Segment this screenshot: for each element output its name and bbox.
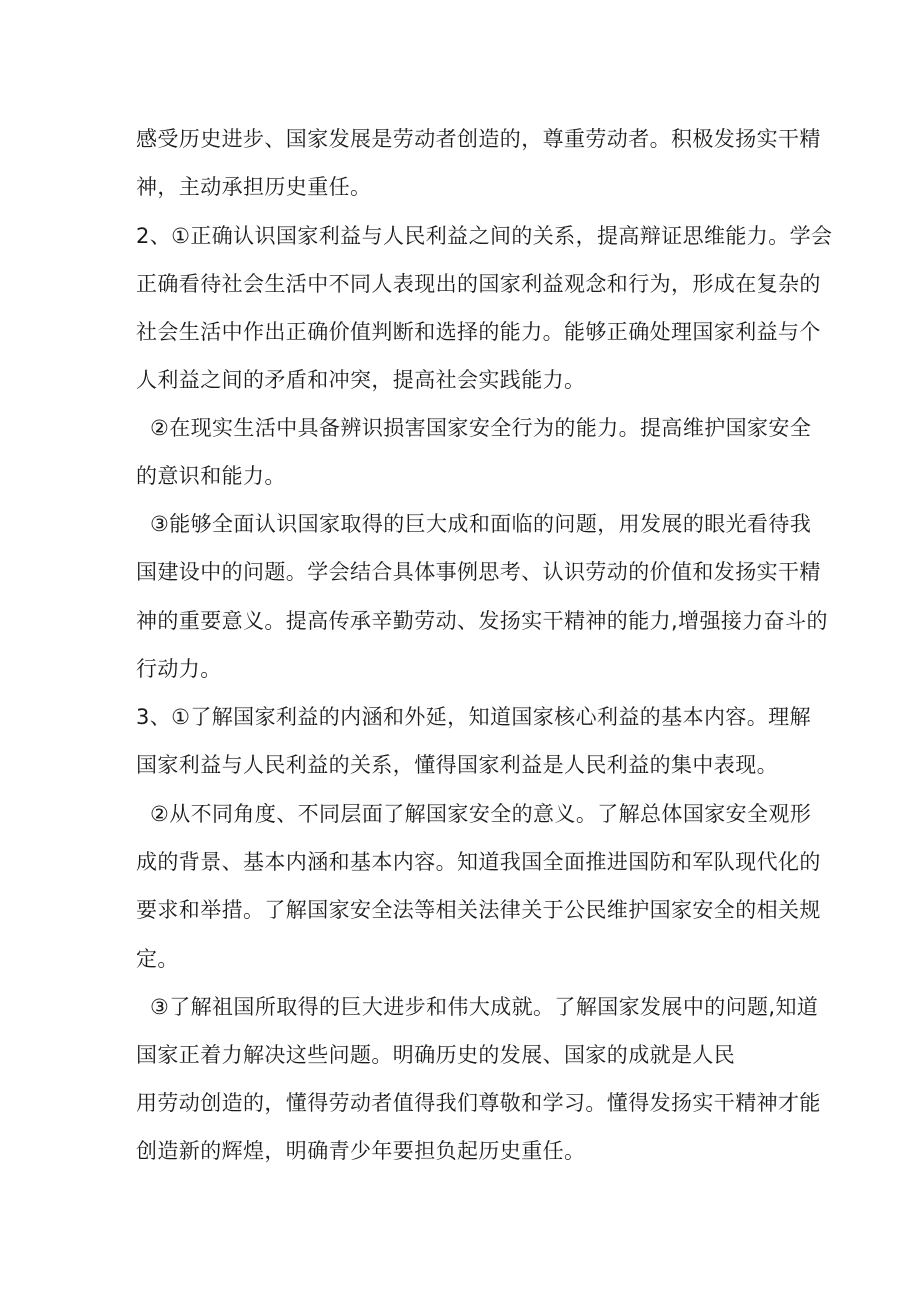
text-line: 3、①了解国家利益的内涵和外延，知道国家核心利益的基本内容。理解 (136, 705, 811, 729)
text-line: 国建设中的问题。学会结合具体事例思考、认识劳动的价值和发扬实干精 (136, 560, 821, 584)
text-line: 社会生活中作出正确价值判断和选择的能力。能够正确处理国家利益与个 (136, 320, 821, 344)
text-line: 行动力。 (136, 657, 222, 681)
text-line: 的意识和能力。 (136, 464, 286, 488)
text-line: 成的背景、基本内涵和基本内容。知道我国全面推进国防和军队现代化的 (136, 850, 821, 874)
text-line: 用劳动创造的，懂得劳动者值得我们尊敬和学习。懂得发扬实干精神才能 (136, 1091, 821, 1115)
text-line: ③能够全面认识国家取得的巨大成和面临的问题，用发展的眼光看待我 (150, 512, 812, 536)
text-line: 定。 (136, 947, 179, 971)
text-line: 正确看待社会生活中不同人表现出的国家利益观念和行为，形成在复杂的 (136, 272, 821, 296)
text-line: 2、①正确认识国家利益与人民利益之间的关系，提高辩证思维能力。学会 (136, 224, 833, 248)
text-line: ②在现实生活中具备辨识损害国家安全行为的能力。提高维护国家安全 (150, 416, 812, 440)
text-line: 人利益之间的矛盾和冲突，提高社会实践能力。 (136, 368, 586, 392)
text-line: 感受历史进步、国家发展是劳动者创造的，尊重劳动者。积极发扬实干精 (136, 127, 821, 151)
text-line: 神的重要意义。提高传承辛勤劳动、发扬实干精神的能力,增强接力奋斗的 (136, 609, 828, 633)
text-line: 要求和举措。了解国家安全法等相关法律关于公民维护国家安全的相关规 (136, 898, 821, 922)
text-line: 国家正着力解决这些问题。明确历史的发展、国家的成就是人民 (136, 1043, 736, 1067)
text-line: 创造新的辉煌，明确青少年要担负起历史重任。 (136, 1139, 586, 1163)
text-line: 神，主动承担历史重任。 (136, 175, 372, 199)
text-line: ②从不同角度、不同层面了解国家安全的意义。了解总体国家安全观形 (150, 802, 812, 826)
text-line: 国家利益与人民利益的关系，懂得国家利益是人民利益的集中表现。 (136, 753, 778, 777)
text-line: ③了解祖国所取得的巨大进步和伟大成就。了解国家发展中的问题,知道 (150, 995, 819, 1019)
